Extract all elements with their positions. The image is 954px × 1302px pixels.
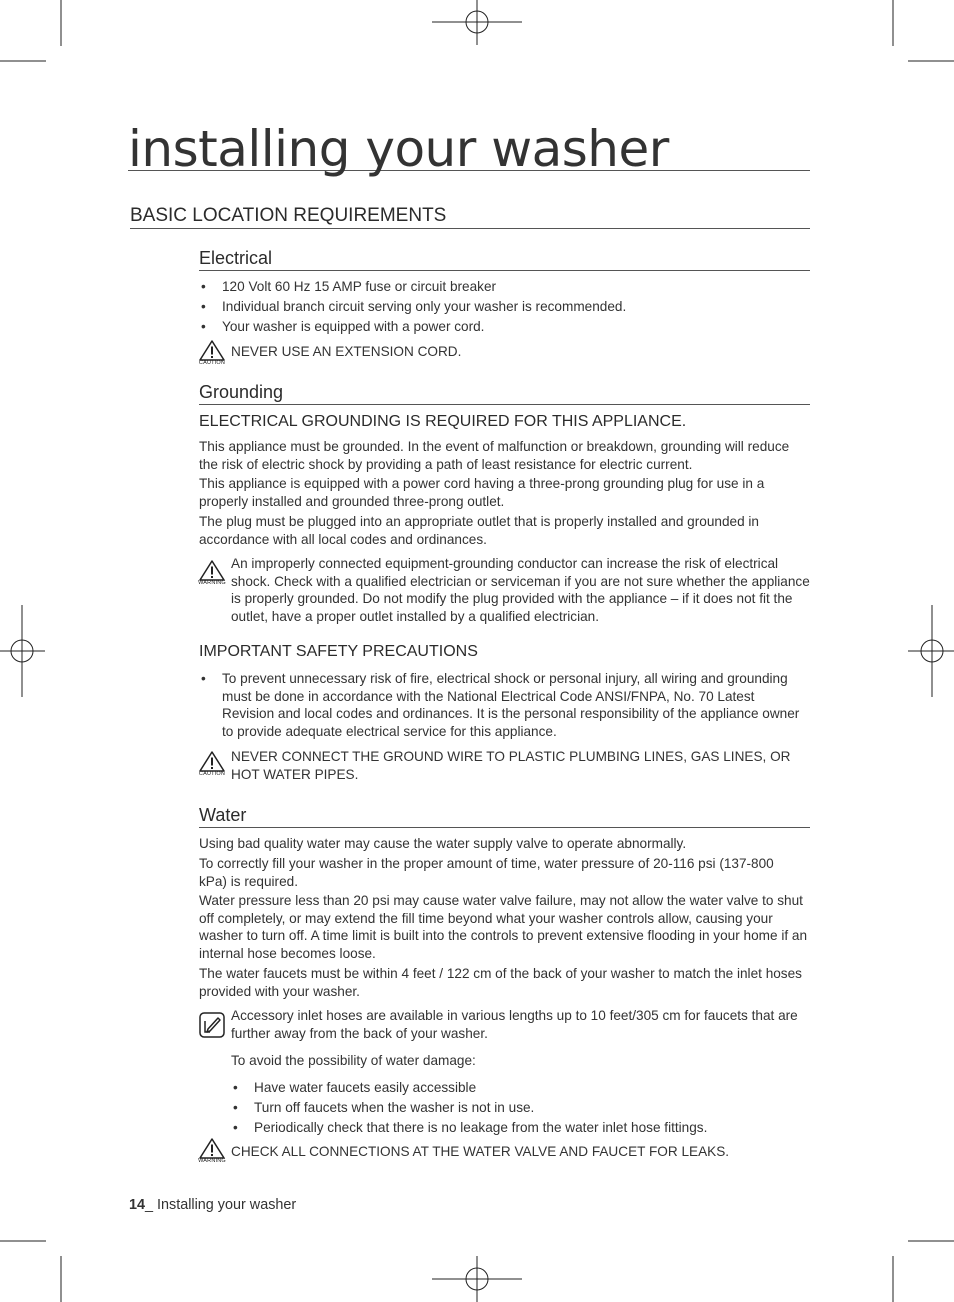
caution-label: CAUTION [198,360,226,366]
warning-label: WARNING [198,1158,226,1164]
list-item: • Turn off faucets when the washer is not in use. [233,1099,535,1115]
caution-text: NEVER CONNECT THE GROUND WIRE TO PLASTIC PLUMBING LINES, GAS LINES, OR HOT WATER PIPES. [231,749,791,782]
list-item: • Periodically check that there is no leakage from the water inlet hose fittings. [233,1119,708,1135]
electrical-bullet-list [199,278,810,338]
page-number: 14 [129,1197,146,1213]
caution-icon [196,340,228,367]
chapter-title: installing your washer [128,120,810,171]
list-item: • Have water faucets easily accessible [233,1080,477,1095]
grounding-paragraph: This appliance is equipped with a power cord having a three-prong grounding plug for use in a properly installed and grounded three-prong outlet. [199,476,765,509]
warning-label: WARNING [198,580,226,586]
caution-label: CAUTION [198,771,226,777]
list-item-text: Your washer is equipped with a power cord. [222,318,485,334]
water-paragraph: To correctly fill your washer in the proper amount of time, water pressure of 20-116 psi (137-800 kPa) is required. [199,856,774,889]
water-paragraph: The water faucets must be within 4 feet / 122 cm of the back of your washer to match the inlet hoses provided with your washer. [199,966,802,999]
page-footer [129,1197,296,1213]
list-item-text: Individual branch circuit serving only your washer is recommended. [222,298,627,314]
water-paragraph: Using bad quality water may cause the water supply valve to operate abnormally. [199,836,687,851]
note-bullet-list [231,1079,810,1139]
section-title: BASIC LOCATION REQUIREMENTS [130,204,810,229]
electrical-heading: Electrical [199,246,810,271]
grounding-paragraph: The plug must be plugged into an appropriate outlet that is properly installed and grounded in accordance with all local codes and ordinances. [199,514,759,547]
list-item-text: 120 Volt 60 Hz 15 AMP fuse or circuit breaker [222,279,497,294]
list-item-text: To prevent unnecessary risk of fire, electrical shock or personal injury, all wiring and grounding must be done in accordance with the National Electrical Code ANSI/FNPA, No. 70 Latest Revision and local codes and ordinances. It is the personal responsibility of the appliance owner to provide adequate electrical service for this appliance. [222,671,800,739]
list-item-text: Turn off faucets when the washer is not in use. [254,1099,535,1115]
caution-text: NEVER USE AN EXTENSION CORD. [231,344,462,359]
list-item: • 120 Volt 60 Hz 15 AMP fuse or circuit breaker [201,279,497,294]
warning-icon [196,560,228,587]
grounding-paragraph: This appliance must be grounded. In the event of malfunction or breakdown, grounding will reduce the risk of electric shock by providing a path of least resistance for electric current. [199,439,790,472]
note-intro: To avoid the possibility of water damage: [231,1053,476,1068]
safety-heading: IMPORTANT SAFETY PRECAUTIONS [199,643,478,660]
warning-text: CHECK ALL CONNECTIONS AT THE WATER VALVE AND FAUCET FOR LEAKS. [231,1144,730,1159]
list-item-text: Have water faucets easily accessible [254,1080,477,1095]
page-footer-label: _ Installing your washer [145,1197,297,1213]
list-item: • To prevent unnecessary risk of fire, electrical shock or personal injury, all wiring and grounding must be done in accordance with the National Electrical Code ANSI/FNPA, No. 70 Latest Revision and local codes and ordinances. It is the personal responsibility of the appliance owner to provide adequate electrical service for this appliance. [201,671,800,739]
list-item: • Individual branch circuit serving only your washer is recommended. [201,298,627,314]
list-item-text: Periodically check that there is no leakage from the water inlet hose fittings. [254,1119,708,1135]
note-icon [196,1012,228,1038]
note-text: Accessory inlet hoses are available in various lengths up to 10 feet/305 cm for faucets that are further away from the back of your washer. [231,1008,798,1041]
grounding-subheading: ELECTRICAL GROUNDING IS REQUIRED FOR THIS APPLIANCE. [199,413,687,430]
list-item: • Your washer is equipped with a power cord. [201,318,485,334]
grounding-heading: Grounding [199,380,810,405]
caution-icon [196,751,228,778]
water-heading: Water [199,803,810,828]
warning-icon [196,1138,228,1165]
warning-text: An improperly connected equipment-grounding conductor can increase the risk of electrical shock. Check with a qualified electrician or serviceman if you are not sure whether the appliance is properly grounded. Do not modify the plug provided with the appliance – if it does not fit the outlet, have a proper outlet installed by a qualified electrician. [231,556,810,624]
water-paragraph: Water pressure less than 20 psi may cause water valve failure, may not allow the water valve to shut off completely, or may extend the fill time beyond what your washer controls allow, causing your washer to turn off. A time limit is built into the controls to prevent extensive flooding in your home if an internal hose becomes loose. [199,893,808,961]
safety-bullet-list [199,670,810,743]
